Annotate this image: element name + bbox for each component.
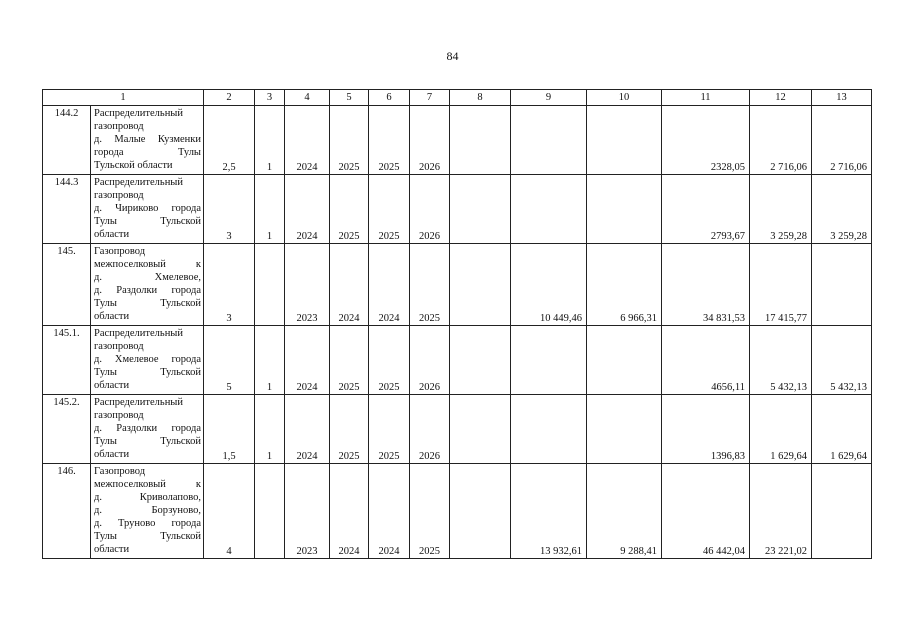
cell-c8 — [450, 395, 511, 464]
cell-c8 — [450, 106, 511, 175]
table-row — [43, 395, 872, 464]
row-number: 145.2. — [43, 395, 91, 464]
object-name-line: д. Малые Кузменки — [94, 134, 201, 145]
cell-c7: 2026 — [410, 106, 450, 175]
object-name-line: межпоселковый к — [94, 259, 201, 270]
cell-c4: 2023 — [285, 464, 330, 559]
header-cell: 1 — [43, 90, 204, 106]
cell-c9 — [511, 395, 587, 464]
cell-c5: 2025 — [330, 326, 369, 395]
header-cell: 13 — [812, 90, 872, 106]
object-name-line: области — [94, 380, 130, 391]
header-cell: 3 — [255, 90, 285, 106]
object-name-line: Распределительный — [94, 328, 183, 339]
object-name-line: Тулы Тульской — [94, 216, 201, 227]
cell-c6: 2024 — [369, 464, 410, 559]
cell-c7: 2025 — [410, 244, 450, 326]
object-name-line: области — [94, 311, 130, 322]
cell-c13: 1 629,64 — [812, 395, 872, 464]
object-name-line: области — [94, 229, 130, 240]
header-cell: 12 — [750, 90, 812, 106]
object-name — [91, 464, 204, 559]
object-name-line: Тулы Тульской — [94, 531, 201, 542]
header-cell: 6 — [369, 90, 410, 106]
cell-c11: 2793,67 — [662, 175, 750, 244]
cell-c11: 2328,05 — [662, 106, 750, 175]
cell-c13: 3 259,28 — [812, 175, 872, 244]
cell-c3: 1 — [255, 106, 285, 175]
cell-c9: 10 449,46 — [511, 244, 587, 326]
cell-c10: 6 966,31 — [587, 244, 662, 326]
cell-c11: 4656,11 — [662, 326, 750, 395]
object-name-line: Тулы Тульской — [94, 367, 201, 378]
cell-c7: 2026 — [410, 175, 450, 244]
cell-c12: 23 221,02 — [750, 464, 812, 559]
object-name — [91, 244, 204, 326]
cell-c2: 2,5 — [204, 106, 255, 175]
object-name — [91, 106, 204, 175]
object-name — [91, 175, 204, 244]
cell-c12: 5 432,13 — [750, 326, 812, 395]
object-name-line: газопровод — [94, 410, 144, 421]
object-name-line: газопровод — [94, 341, 144, 352]
cell-c11: 46 442,04 — [662, 464, 750, 559]
cell-c11: 1396,83 — [662, 395, 750, 464]
cell-c12: 17 415,77 — [750, 244, 812, 326]
cell-c3: 1 — [255, 395, 285, 464]
cell-c4: 2024 — [285, 326, 330, 395]
cell-c8 — [450, 244, 511, 326]
cell-c9 — [511, 175, 587, 244]
cell-c12: 2 716,06 — [750, 106, 812, 175]
cell-c10: 9 288,41 — [587, 464, 662, 559]
cell-c2: 5 — [204, 326, 255, 395]
cell-c3: 1 — [255, 175, 285, 244]
header-cell: 10 — [587, 90, 662, 106]
object-name-line: области — [94, 449, 130, 460]
row-number: 145.1. — [43, 326, 91, 395]
cell-c7: 2026 — [410, 395, 450, 464]
cell-c5: 2024 — [330, 464, 369, 559]
cell-c8 — [450, 464, 511, 559]
cell-c5: 2025 — [330, 175, 369, 244]
data-table — [42, 89, 872, 559]
object-name-line: д. Чириково города — [94, 203, 201, 214]
header-cell: 9 — [511, 90, 587, 106]
object-name-line: газопровод — [94, 190, 144, 201]
cell-c8 — [450, 326, 511, 395]
object-name-line: газопровод — [94, 121, 144, 132]
cell-c13: 2 716,06 — [812, 106, 872, 175]
table-row — [43, 106, 872, 175]
object-name-line: Газопровод — [94, 466, 146, 477]
cell-c13: 5 432,13 — [812, 326, 872, 395]
object-name-line: д. Борзуново, — [94, 505, 201, 516]
row-number: 144.2 — [43, 106, 91, 175]
cell-c7: 2025 — [410, 464, 450, 559]
cell-c10 — [587, 395, 662, 464]
cell-c11: 34 831,53 — [662, 244, 750, 326]
object-name-line: д. Хмелевое города — [94, 354, 201, 365]
cell-c5: 2025 — [330, 106, 369, 175]
cell-c9 — [511, 326, 587, 395]
cell-c4: 2024 — [285, 106, 330, 175]
header-cell: 5 — [330, 90, 369, 106]
cell-c3 — [255, 244, 285, 326]
object-name-line: Тульской области — [94, 160, 173, 171]
cell-c4: 2024 — [285, 395, 330, 464]
header-cell: 2 — [204, 90, 255, 106]
cell-c5: 2024 — [330, 244, 369, 326]
cell-c6: 2025 — [369, 106, 410, 175]
header-row — [43, 90, 872, 106]
cell-c12: 3 259,28 — [750, 175, 812, 244]
row-number: 145. — [43, 244, 91, 326]
object-name-line: Газопровод — [94, 246, 146, 257]
cell-c2: 3 — [204, 244, 255, 326]
header-cell: 4 — [285, 90, 330, 106]
object-name-line: д. Раздолки города — [94, 285, 201, 296]
header-cell: 11 — [662, 90, 750, 106]
object-name-line: д. Криволапово, — [94, 492, 201, 503]
cell-c13 — [812, 244, 872, 326]
cell-c6: 2025 — [369, 395, 410, 464]
header-cell: 8 — [450, 90, 511, 106]
cell-c3 — [255, 464, 285, 559]
cell-c8 — [450, 175, 511, 244]
cell-c9 — [511, 106, 587, 175]
object-name-line: д. Раздолки города — [94, 423, 201, 434]
cell-c3: 1 — [255, 326, 285, 395]
table-row — [43, 326, 872, 395]
object-name-line: Распределительный — [94, 108, 183, 119]
cell-c6: 2025 — [369, 326, 410, 395]
object-name-line: Распределительный — [94, 177, 183, 188]
cell-c12: 1 629,64 — [750, 395, 812, 464]
object-name-line: области — [94, 544, 130, 555]
cell-c10 — [587, 326, 662, 395]
object-name-line: Тулы Тульской — [94, 436, 201, 447]
object-name-line: д. Труново города — [94, 518, 201, 529]
object-name-line: города Тулы — [94, 147, 201, 158]
cell-c6: 2025 — [369, 175, 410, 244]
cell-c4: 2023 — [285, 244, 330, 326]
cell-c10 — [587, 106, 662, 175]
cell-c6: 2024 — [369, 244, 410, 326]
page-number: 84 — [446, 49, 459, 63]
header-cell: 7 — [410, 90, 450, 106]
object-name — [91, 326, 204, 395]
row-number: 144.3 — [43, 175, 91, 244]
object-name-line: межпоселковый к — [94, 479, 201, 490]
cell-c2: 4 — [204, 464, 255, 559]
object-name — [91, 395, 204, 464]
cell-c4: 2024 — [285, 175, 330, 244]
cell-c2: 1,5 — [204, 395, 255, 464]
cell-c5: 2025 — [330, 395, 369, 464]
cell-c10 — [587, 175, 662, 244]
table-row — [43, 244, 872, 326]
table-row — [43, 175, 872, 244]
cell-c13 — [812, 464, 872, 559]
row-number: 146. — [43, 464, 91, 559]
cell-c2: 3 — [204, 175, 255, 244]
table-row — [43, 464, 872, 559]
cell-c7: 2026 — [410, 326, 450, 395]
cell-c9: 13 932,61 — [511, 464, 587, 559]
object-name-line: Распределительный — [94, 397, 183, 408]
object-name-line: Тулы Тульской — [94, 298, 201, 309]
object-name-line: д. Хмелевое, — [94, 272, 201, 283]
